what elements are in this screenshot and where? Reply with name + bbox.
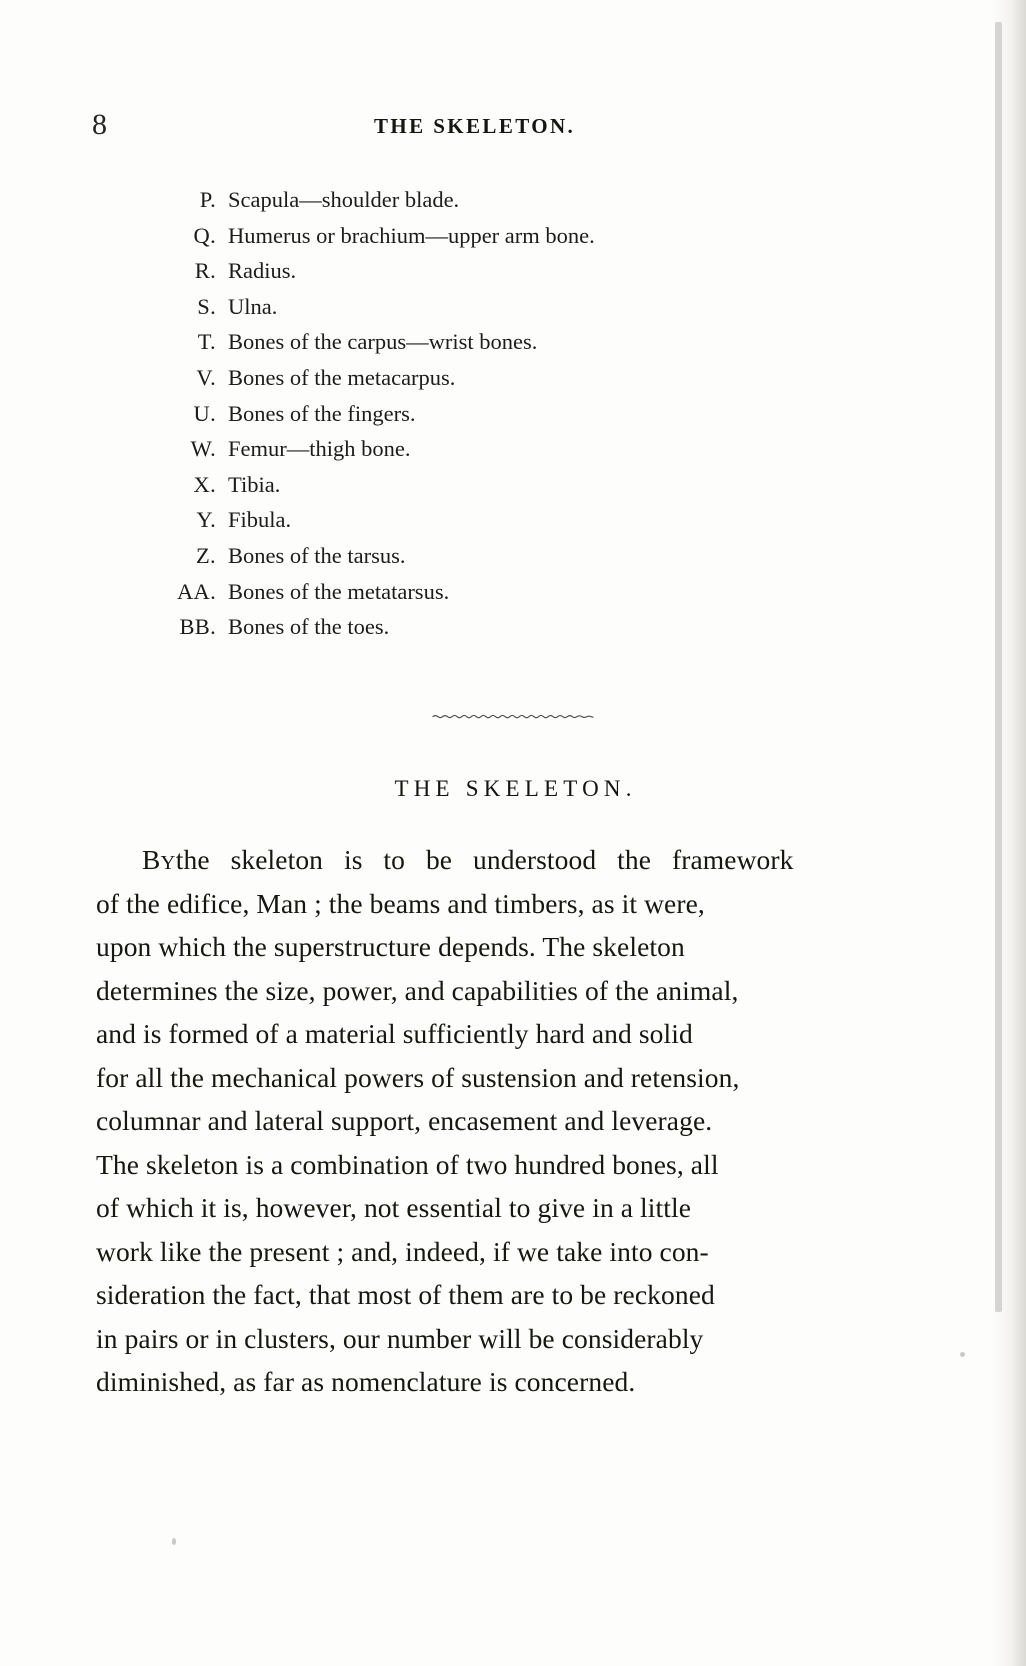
key-label: Femur—thigh bone. bbox=[228, 436, 411, 462]
key-letter: W. bbox=[190, 436, 216, 462]
body-line: upon which the superstructure depends. The skeleton bbox=[96, 931, 685, 962]
key-letter: Y. bbox=[196, 507, 216, 533]
list-item bbox=[174, 574, 874, 610]
body-paragraph bbox=[96, 838, 886, 1404]
body-line: for all the mechanical powers of sustension and retension, bbox=[96, 1061, 740, 1093]
key-label: Bones of the toes. bbox=[228, 614, 390, 640]
key-label: Bones of the metatarsus. bbox=[228, 578, 450, 604]
list-item bbox=[174, 396, 874, 432]
key-letter: X. bbox=[193, 471, 216, 497]
paragraph-opening-smallcaps: BY bbox=[142, 844, 176, 875]
scan-speck bbox=[172, 1538, 176, 1545]
key-label: Ulna. bbox=[228, 293, 278, 319]
list-item bbox=[174, 538, 874, 574]
key-label: Scapula—shoulder blade. bbox=[228, 187, 460, 212]
wavy-rule-icon bbox=[432, 708, 594, 722]
scan-page-edge bbox=[995, 22, 1002, 1312]
list-item bbox=[174, 431, 874, 467]
body-line: of the edifice, Man ; the beams and timbers, as it were, bbox=[96, 887, 705, 919]
key-label: Fibula. bbox=[228, 507, 292, 533]
key-letter: Z. bbox=[196, 542, 216, 568]
section-divider bbox=[0, 708, 1026, 722]
key-label: Radius. bbox=[228, 258, 297, 284]
key-label: Tibia. bbox=[228, 471, 281, 497]
bone-key-list bbox=[174, 182, 874, 645]
list-item bbox=[174, 182, 874, 218]
key-letter: T. bbox=[197, 329, 216, 355]
key-letter: BB. bbox=[179, 614, 216, 640]
key-label: Bones of the carpus—wrist bones. bbox=[228, 329, 538, 355]
scan-speck bbox=[960, 1352, 965, 1357]
list-item bbox=[174, 289, 874, 325]
body-line: diminished, as far as nomenclature is concerned. bbox=[96, 1366, 636, 1397]
body-line: of which it is, however, not essential to give in a little bbox=[96, 1192, 692, 1223]
list-item bbox=[174, 360, 874, 396]
body-line: determines the size, power, and capabilities of the animal, bbox=[96, 974, 739, 1006]
page-folio-number: 8 bbox=[92, 108, 107, 141]
key-letter: V. bbox=[196, 364, 216, 390]
key-letter: R. bbox=[194, 258, 216, 284]
key-letter: S. bbox=[197, 293, 216, 319]
list-item bbox=[174, 609, 874, 645]
body-line: work like the present ; and, indeed, if we take into con- bbox=[96, 1235, 709, 1267]
key-letter: P. bbox=[199, 187, 216, 212]
running-head-title: THE SKELETON. bbox=[374, 114, 576, 138]
list-item bbox=[174, 502, 874, 538]
body-line: and is formed of a material sufficiently hard and solid bbox=[96, 1018, 693, 1049]
section-heading: THE SKELETON. bbox=[394, 776, 637, 801]
list-item bbox=[174, 467, 874, 503]
list-item bbox=[174, 324, 874, 360]
key-letter: AA. bbox=[176, 578, 216, 604]
key-letter: Q. bbox=[193, 222, 216, 248]
body-line: sideration the fact, that most of them are to be reckoned bbox=[96, 1279, 715, 1310]
scan-gutter-shadow bbox=[992, 0, 1026, 1666]
key-letter: U. bbox=[193, 400, 216, 426]
list-item bbox=[174, 218, 874, 254]
key-label: Bones of the fingers. bbox=[228, 400, 416, 426]
body-line bbox=[96, 838, 886, 882]
body-line-text: the skeleton is to be understood the framework bbox=[175, 844, 794, 875]
key-label: Bones of the metacarpus. bbox=[228, 364, 456, 390]
body-line: The skeleton is a combination of two hundred bones, all bbox=[96, 1148, 719, 1180]
key-label: Bones of the tarsus. bbox=[228, 542, 406, 568]
body-line: columnar and lateral support, encasement and leverage. bbox=[96, 1105, 713, 1136]
body-line: in pairs or in clusters, our number will be considerably bbox=[96, 1322, 704, 1354]
running-head bbox=[92, 108, 652, 142]
key-label: Humerus or brachium—upper arm bone. bbox=[228, 222, 595, 248]
list-item bbox=[174, 253, 874, 289]
